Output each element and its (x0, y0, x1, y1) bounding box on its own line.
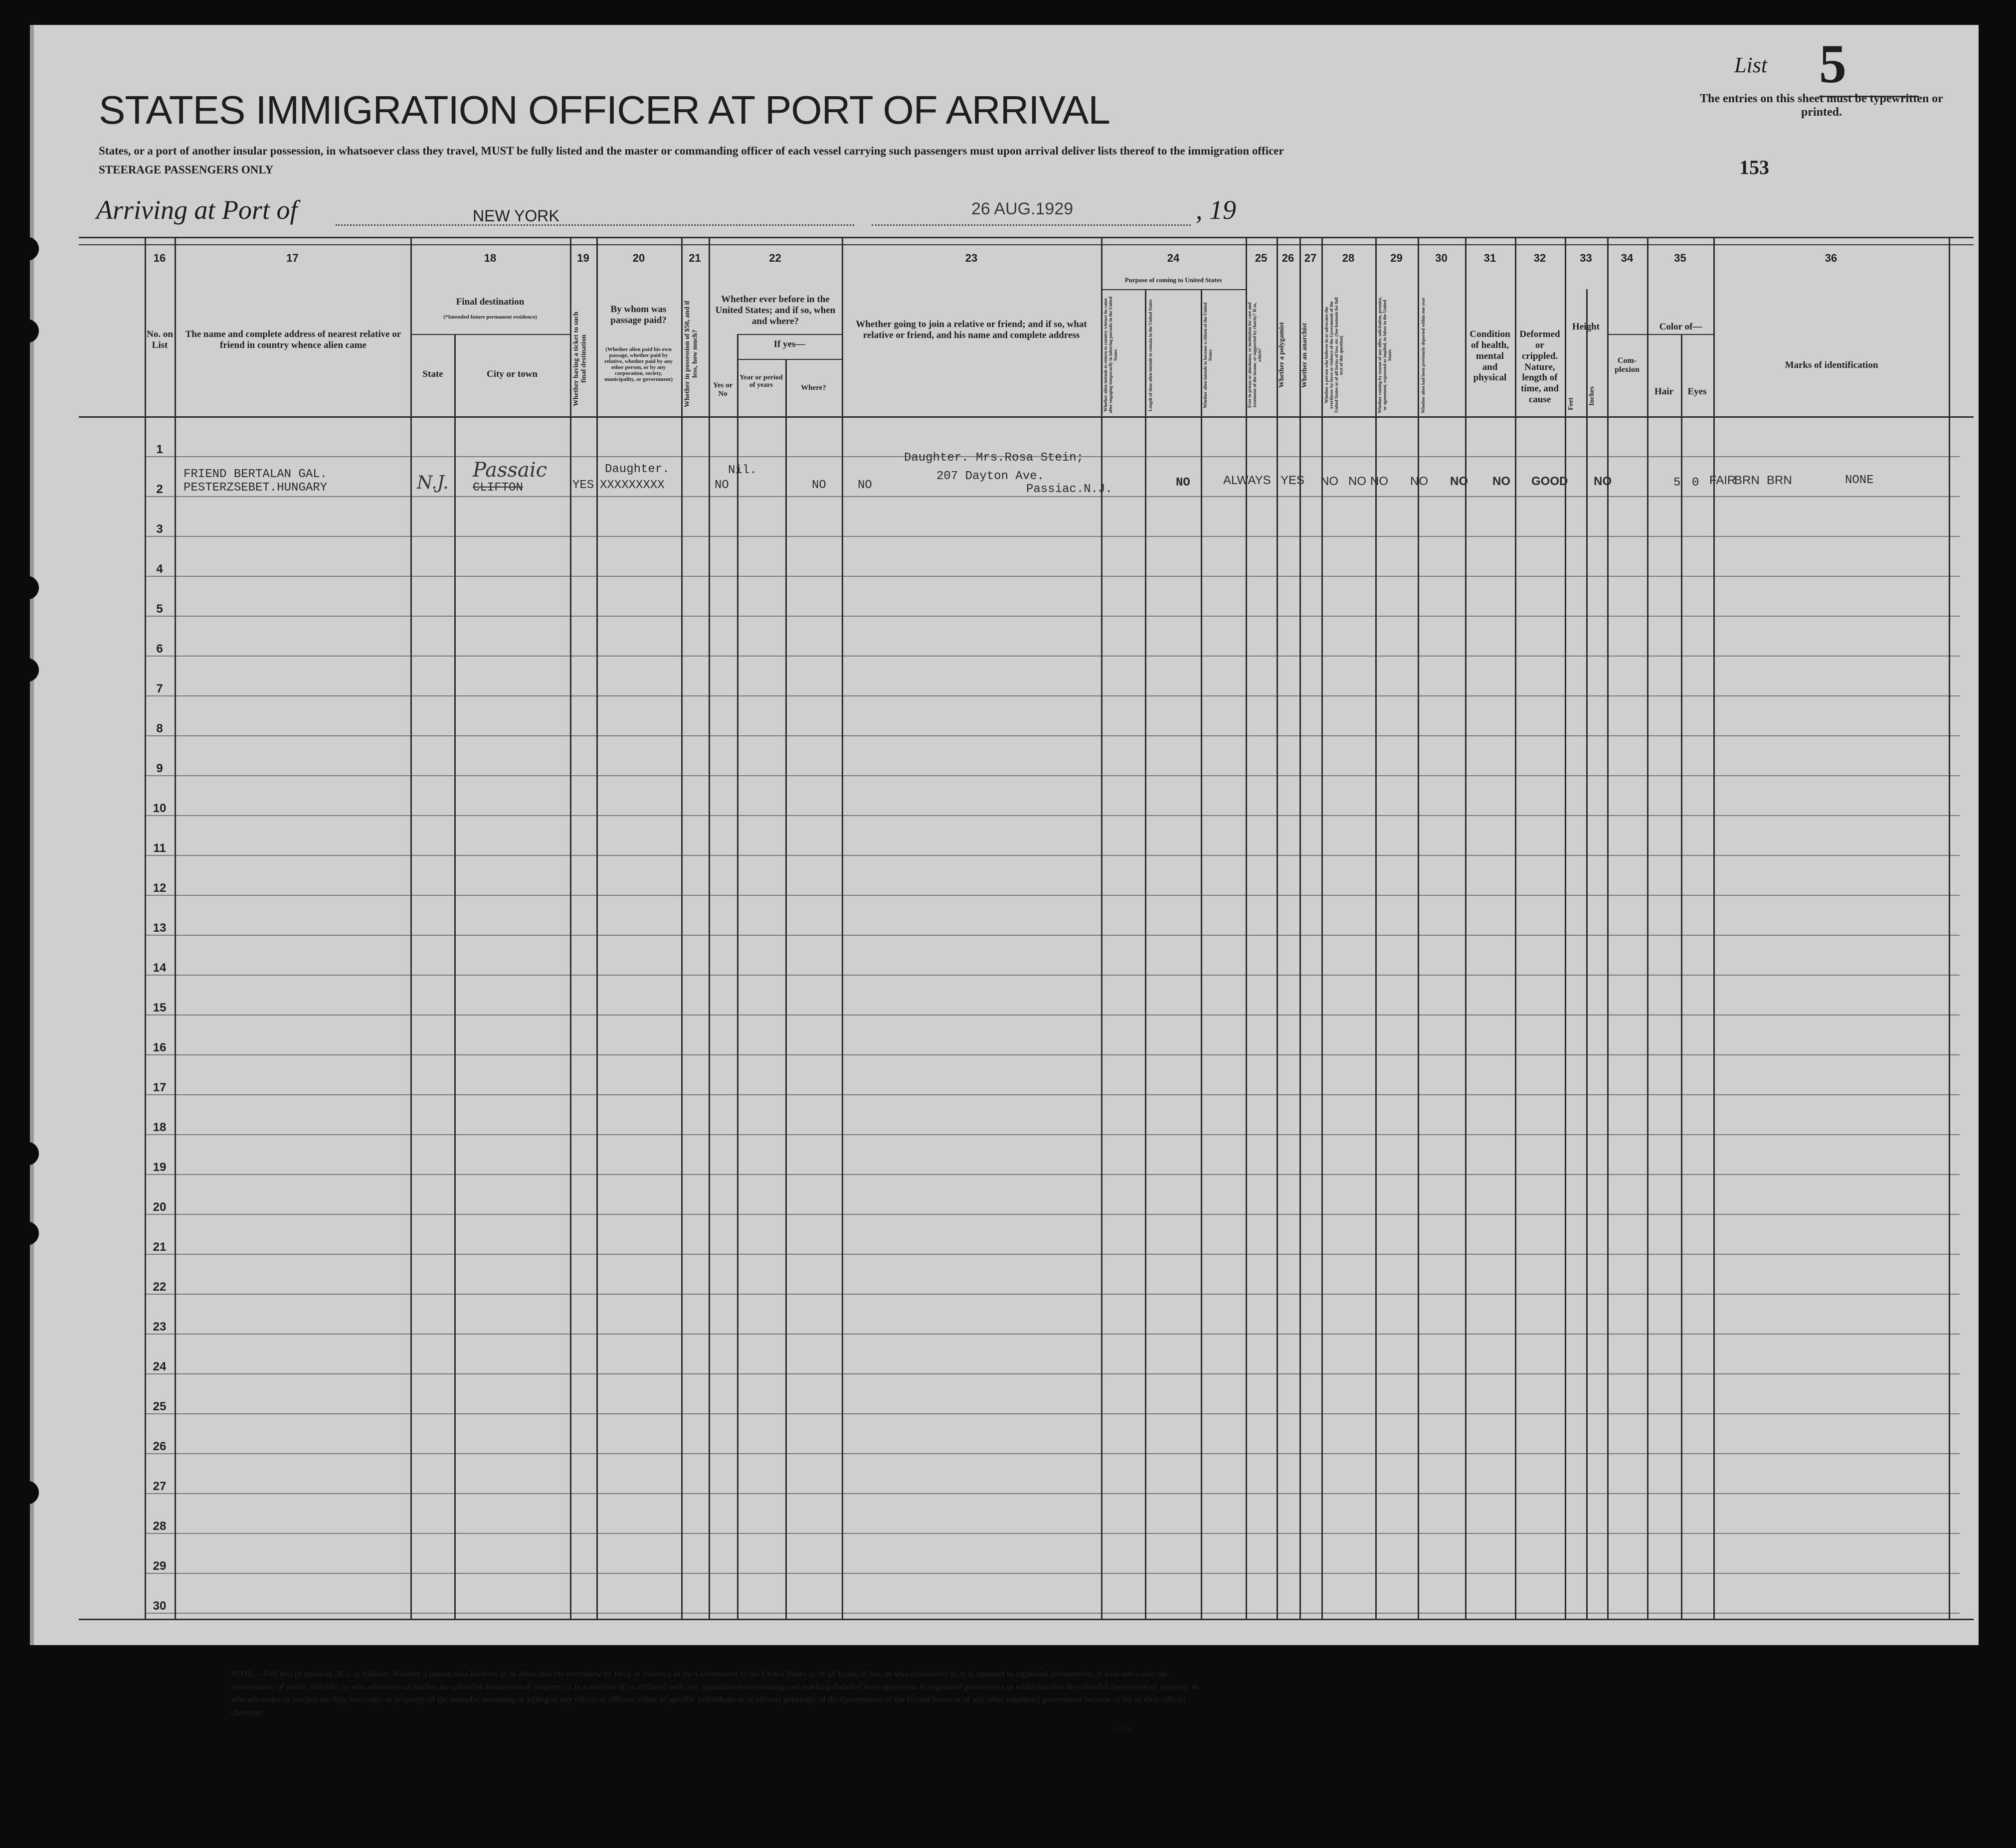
binder-hole (15, 1142, 39, 1166)
row-number: 8 (156, 722, 163, 735)
col-line (1246, 237, 1247, 1620)
row-line (145, 536, 1960, 537)
header-subrule (1101, 289, 1246, 290)
row-line (145, 1413, 1960, 1414)
row-line (145, 1294, 1960, 1295)
header-feet: Feet (1567, 397, 1575, 410)
header-subrule (410, 334, 570, 335)
header-complexion: Com-plexion (1615, 356, 1640, 374)
header-citizen-intent: Whether alien intends to become a citizen of the United States (1203, 302, 1213, 408)
entry-money: Nil. (728, 464, 757, 477)
row-number: 24 (153, 1360, 167, 1373)
colnum: 33 (1580, 252, 1592, 264)
header-health: Condition of health, mental and physical (1469, 329, 1510, 383)
header-subrule (737, 359, 842, 360)
entry-join-line3: Passiac.N.J. (1026, 483, 1112, 496)
col-line (842, 237, 843, 1620)
row-line (145, 775, 1960, 776)
header-prison: Ever in prison or almshouse, or institution for care and treatment of the insane, or supported by charity? If so, which? (1247, 302, 1262, 408)
col-line (1607, 237, 1609, 1620)
list-number: 5 (1819, 32, 1919, 97)
date-stamp: 26 AUG.1929 (971, 199, 1074, 218)
row-number: 28 (153, 1519, 167, 1533)
entry-year: NO (812, 479, 826, 492)
col-line (1949, 237, 1950, 1620)
binder-hole (15, 237, 39, 261)
entry-q28: NO (1410, 475, 1428, 488)
binder-hole (15, 1221, 39, 1245)
header-q28: Whether a person who believes in or advocates the overthrow by force or violence of the Government of the United States or of all forms of law, etc. (See footnote for full text of this question) (1324, 297, 1344, 413)
colnum: 36 (1825, 252, 1837, 264)
col-line (1681, 334, 1682, 1620)
row-number: 27 (153, 1480, 167, 1493)
header-q30: Whether alien had been previously deported within one year (1421, 297, 1426, 413)
header-ticket: Whether having a ticket to such final destination (572, 312, 588, 406)
colnum: 17 (286, 252, 299, 264)
binder-hole (15, 319, 39, 343)
table-bottom-rule (79, 1619, 1974, 1620)
colnum: 31 (1483, 252, 1496, 264)
col-line (737, 334, 738, 1620)
row-line (145, 815, 1960, 816)
row-line (145, 935, 1960, 936)
row-number: 15 (153, 1001, 167, 1014)
header-length-of-stay: Length of time alien intends to remain in the United States (1148, 299, 1153, 411)
colnum: 21 (689, 252, 701, 264)
row-number: 6 (156, 642, 163, 656)
entry-city-handwritten: Passaic (473, 459, 548, 482)
col-line (1515, 237, 1516, 1620)
entry-feet: 5 (1673, 476, 1681, 490)
colnum: 27 (1304, 252, 1317, 264)
colnum: 24 (1167, 252, 1180, 264)
colnum: 28 (1342, 252, 1355, 264)
row-line (145, 616, 1960, 617)
col-line (785, 359, 787, 1620)
header-anarchist: Whether an anarchist (1301, 323, 1308, 388)
col-line (1321, 237, 1323, 1620)
entry-join-line1: Daughter. Mrs.Rosa Stein; (904, 451, 1084, 465)
entry-health: GOOD (1531, 475, 1568, 488)
col-line (1586, 289, 1588, 1620)
col-line (1299, 237, 1301, 1620)
header-final-destination: Final destination (456, 297, 525, 307)
entry-prison: NO (1320, 475, 1338, 488)
header-color-of: Color of— (1659, 322, 1702, 332)
row-line (145, 975, 1960, 976)
entry-relative-line1: FRIEND BERTALAN GAL. (183, 468, 328, 481)
col-line (410, 237, 412, 1620)
header-before-in-us: Whether ever before in the United States; and if so, when and where? (715, 294, 836, 327)
entry-q30: NO (1492, 475, 1510, 488)
row-number: 26 (153, 1440, 167, 1453)
colnum: 25 (1255, 252, 1268, 264)
header-eyes: Eyes (1687, 386, 1707, 397)
col-line (454, 334, 456, 1620)
entry-paid-by-struck: XXXXXXXXX (600, 479, 665, 492)
entry-paid-by: Daughter. (605, 463, 670, 476)
row-line (145, 1493, 1960, 1494)
row-number: 4 (156, 562, 163, 576)
row-number: 7 (156, 682, 163, 695)
colnum: 16 (153, 252, 166, 264)
col-line (1101, 237, 1102, 1620)
row-number: 30 (153, 1599, 167, 1613)
row-number: 14 (153, 961, 167, 975)
header-polygamist: Whether a polygamist (1278, 322, 1285, 388)
entry-polygamist: NO (1348, 475, 1366, 488)
row-line (145, 496, 1960, 497)
header-q29: Whether coming by reason of any offer, solicitation, promise, or agreement, expressed or implied, to labor in the United States (1377, 297, 1392, 414)
row-line (145, 576, 1960, 577)
manifest-sheet (30, 25, 1979, 1732)
entry-citizen: YES (1281, 474, 1305, 487)
colnum: 22 (769, 252, 781, 264)
entry-before-us: NO (715, 479, 729, 492)
entry-return: NO (1176, 476, 1190, 490)
colnum: 23 (965, 252, 978, 264)
entry-join-line2: 207 Dayton Ave. (936, 470, 1045, 483)
entry-inches: 0 (1692, 476, 1699, 490)
row-number: 29 (153, 1559, 167, 1573)
row-line (145, 1094, 1960, 1095)
col-line (1201, 289, 1202, 1620)
row-line (145, 895, 1960, 896)
header-hair: Hair (1654, 386, 1673, 397)
header-purpose: Purpose of coming to United States (1124, 276, 1222, 284)
colnum: 26 (1282, 252, 1294, 264)
colnum: 34 (1621, 252, 1634, 264)
row-number: 22 (153, 1280, 167, 1294)
year-label: , 19 (1196, 195, 1236, 225)
header-passage-paid: By whom was passage paid? (610, 304, 667, 326)
header-subrule (737, 334, 842, 335)
binder-hole (15, 658, 39, 682)
row-number: 18 (153, 1121, 167, 1134)
row-line (145, 1453, 1960, 1454)
colnum: 29 (1390, 252, 1403, 264)
port-name: NEW YORK (473, 207, 559, 225)
header-no-on-list: No. on List (147, 329, 173, 350)
row-line (145, 1254, 1960, 1255)
col-line (1713, 237, 1715, 1620)
header-return-intent: Whether alien intends to return to country whence he came after engaging temporarily in laboring pursuits in the United States (1103, 297, 1118, 414)
row-line (145, 855, 1960, 856)
header-bottom-rule (79, 416, 1974, 418)
col-line (175, 237, 176, 1620)
row-line (145, 1054, 1960, 1055)
header-where: Where? (801, 384, 826, 392)
header-final-destination-note: (*Intended future permanent residence) (443, 314, 537, 320)
form-code: 14—430 (1111, 1725, 1132, 1732)
entry-complexion: FAIR (1709, 474, 1736, 487)
header-yes-or-no: Yes or No (713, 381, 733, 398)
row-number: 20 (153, 1200, 167, 1214)
row-number: 11 (153, 841, 166, 855)
row-number: 1 (156, 443, 163, 456)
col-line (709, 237, 710, 1620)
header-subrule (1607, 334, 1647, 335)
colnum: 18 (484, 252, 497, 264)
row-line (145, 1613, 1960, 1614)
entry-city-typed: CLIFTON (473, 481, 523, 495)
entry-anarchist: NO (1370, 475, 1388, 488)
row-line (145, 1014, 1960, 1015)
arriving-label: Arriving at Port of (96, 195, 298, 225)
col-line (1145, 289, 1146, 1620)
header-state: State (422, 369, 443, 379)
colnum-rule (79, 244, 1974, 245)
colnum: 20 (632, 252, 645, 264)
form-title: STATES IMMIGRATION OFFICER AT PORT OF ARRIVAL (99, 88, 1110, 132)
binder-hole (15, 576, 39, 600)
row-line (145, 1533, 1960, 1534)
row-number: 16 (153, 1041, 167, 1054)
row-line (145, 1573, 1960, 1574)
entry-q29: NO (1450, 475, 1468, 488)
colnum: 30 (1435, 252, 1448, 264)
col-line (1277, 237, 1278, 1620)
colnum: 35 (1674, 252, 1686, 264)
row-number: 23 (153, 1320, 167, 1334)
colnum: 32 (1533, 252, 1546, 264)
header-inches: Inches (1588, 386, 1596, 406)
header-relative-address: The name and complete address of nearest relative or friend in country whence alien came (185, 329, 401, 350)
header-subrule (1647, 334, 1713, 335)
header-height: Height (1572, 322, 1600, 332)
header-deformed: Deformed or crippled. Nature, length of time, and cause (1519, 329, 1560, 405)
class-line: STEERAGE PASSENGERS ONLY (99, 164, 274, 176)
col-line (1418, 237, 1419, 1620)
entry-state: N.J. (417, 473, 449, 493)
header-marks: Marks of identification (1785, 360, 1878, 370)
row-line (145, 656, 1960, 657)
header-join-relative: Whether going to join a relative or friend; and if so, what relative or friend, and his name and complete address (856, 319, 1087, 340)
row-line (145, 1373, 1960, 1374)
entry-relative-line2: PESTERZSEBET.HUNGARY (183, 481, 328, 495)
entry-ticket: YES (572, 479, 594, 492)
footnote-q28: NOTE.—Full text of question 28 is as follows: Whether a person who believes in or advocates the overthrow by force or violence of the Government of the United States or of all forms of law, or who disbelieves in or is opposed to organized government, or who advocates the assassination of public officials, or who advocates or teaches the unlawful destruction of property, or is a member of or affiliated with any organization entertaining and teaching disbelief in or opposition to organized government or which teaches the unlawful destruction of property, or who advocates or teaches the duty, necessity, or propriety of the unlawful assaulting or killing of any officer or officers, either of specific individuals or of officers generally, of the Government of the United States or of any other organized government because of his or their official character. (231, 1669, 1199, 1717)
row-number: 9 (156, 762, 163, 775)
entry-marks: NONE (1845, 474, 1874, 487)
col-line (681, 237, 683, 1620)
row-line (145, 1174, 1960, 1175)
row-number: 2 (156, 483, 163, 496)
header-passage-note: (Whether alien paid his own passage, whether paid by relative, whether paid by any other person, or by any corporation, society, municipality, or government) (604, 346, 673, 383)
col-line (1647, 237, 1649, 1620)
header-money: Whether in possession of $50, and if less, how much? (684, 300, 699, 408)
port-underline (336, 224, 854, 226)
entry-where: NO (858, 479, 872, 492)
colnum: 19 (577, 252, 589, 264)
date-underline (872, 224, 1191, 226)
table-top-rule (79, 237, 1974, 238)
row-number: 25 (153, 1400, 167, 1413)
row-number: 5 (156, 602, 163, 616)
row-number: 19 (153, 1161, 167, 1174)
row-line (145, 1134, 1960, 1135)
row-number: 21 (153, 1240, 167, 1254)
row-line (145, 695, 1960, 696)
row-number: 3 (156, 522, 163, 536)
row-line (145, 1214, 1960, 1215)
header-if-yes: If yes— (773, 339, 805, 349)
row-number: 13 (153, 921, 167, 935)
header-city: City or town (486, 369, 538, 379)
entry-remain: ALWAYS (1223, 474, 1271, 487)
sheet-number: 153 (1739, 156, 1769, 178)
typewritten-instruction: The entries on this sheet must be typewritten or printed. (1700, 92, 1943, 119)
col-line (596, 237, 598, 1620)
binder-hole (15, 1481, 39, 1505)
list-label: List (1734, 53, 1768, 77)
col-line (1465, 237, 1466, 1620)
entry-hair: BRN (1734, 474, 1760, 487)
col-line (1375, 237, 1377, 1620)
row-number: 10 (153, 802, 167, 815)
entry-deformed: NO (1594, 475, 1612, 488)
form-subtitle: States, or a port of another insular possession, in whatsoever class they travel, MUST be fully listed and the master or commanding officer of each vessel carrying such passengers must upon arrival deliver lists thereof to the immigration officer (99, 145, 1284, 157)
row-number: 17 (153, 1081, 167, 1094)
entry-eyes: BRN (1767, 474, 1792, 487)
row-line (145, 735, 1960, 736)
col-line (570, 237, 571, 1620)
header-year-period: Year or period of years (739, 374, 783, 389)
row-line (145, 1334, 1960, 1335)
col-line (1565, 237, 1566, 1620)
row-number: 12 (153, 881, 167, 895)
